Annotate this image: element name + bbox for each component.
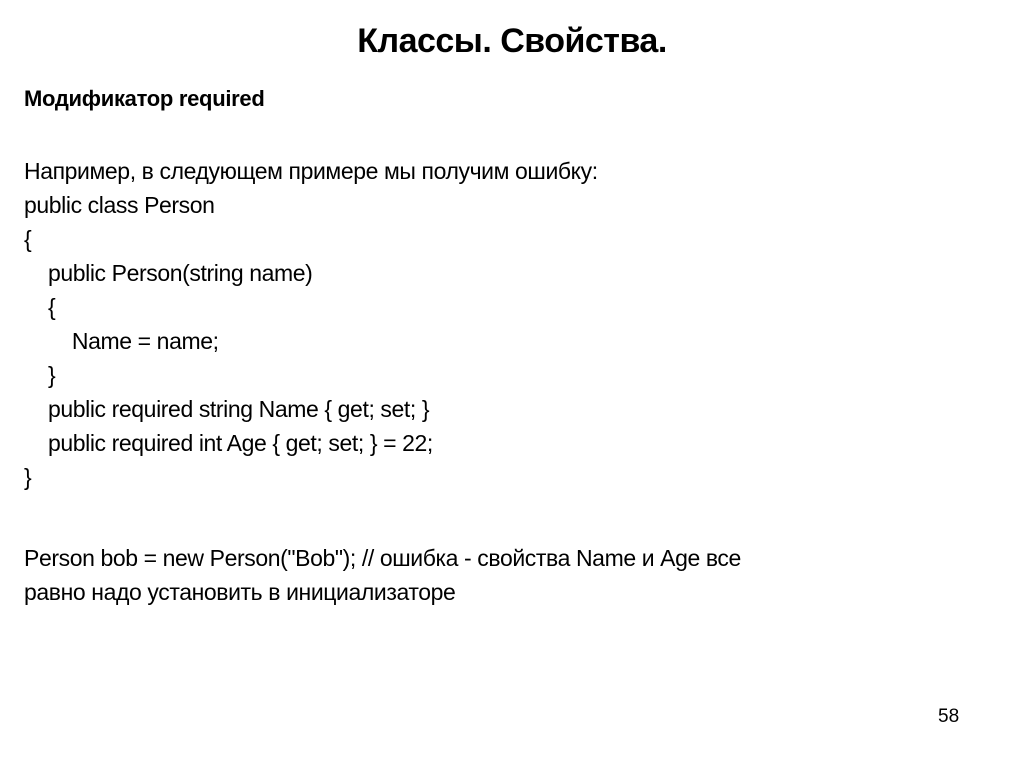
slide-title: Классы. Свойства.	[357, 22, 667, 60]
code-line: {	[24, 294, 56, 320]
slide-footer-text	[24, 541, 741, 609]
footer-line: Person bob = new Person("Bob"); // ошибка - свойства Name и Age все	[24, 545, 741, 571]
page-number: 58	[938, 706, 960, 727]
slide-body	[24, 154, 598, 494]
code-line: Name = name;	[24, 328, 219, 354]
slide-subtitle: Модификатор required	[24, 86, 265, 111]
code-line: }	[24, 464, 32, 490]
intro-text: Например, в следующем примере мы получим ошибку:	[24, 158, 598, 184]
code-line: {	[24, 226, 32, 252]
code-line: public class Person	[24, 192, 215, 218]
code-line: }	[24, 362, 56, 388]
footer-line: равно надо установить в инициализаторе	[24, 579, 456, 605]
code-line: public required int Age { get; set; } = 22;	[24, 430, 433, 456]
code-line: public Person(string name)	[24, 260, 313, 286]
code-line: public required string Name { get; set; }	[24, 396, 430, 422]
